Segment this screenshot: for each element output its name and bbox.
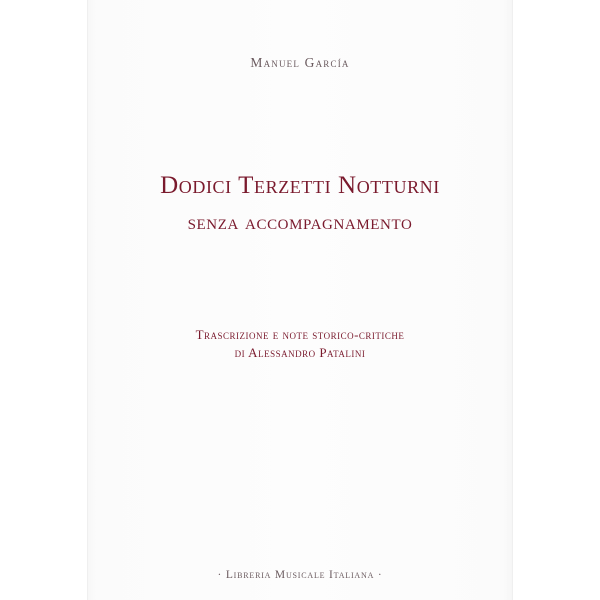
book-subtitle: senza accompagnamento <box>187 209 413 234</box>
book-cover-page <box>88 0 512 600</box>
author-name: Manuel García <box>250 55 350 70</box>
publisher-name: · Libreria Musicale Italiana · <box>217 569 383 581</box>
editorial-credit: Trascrizione e note storico-critiche <box>195 327 405 342</box>
book-title: Dodici Terzetti Notturni <box>160 172 440 199</box>
editor-name: di Alessandro Patalini <box>234 345 366 360</box>
